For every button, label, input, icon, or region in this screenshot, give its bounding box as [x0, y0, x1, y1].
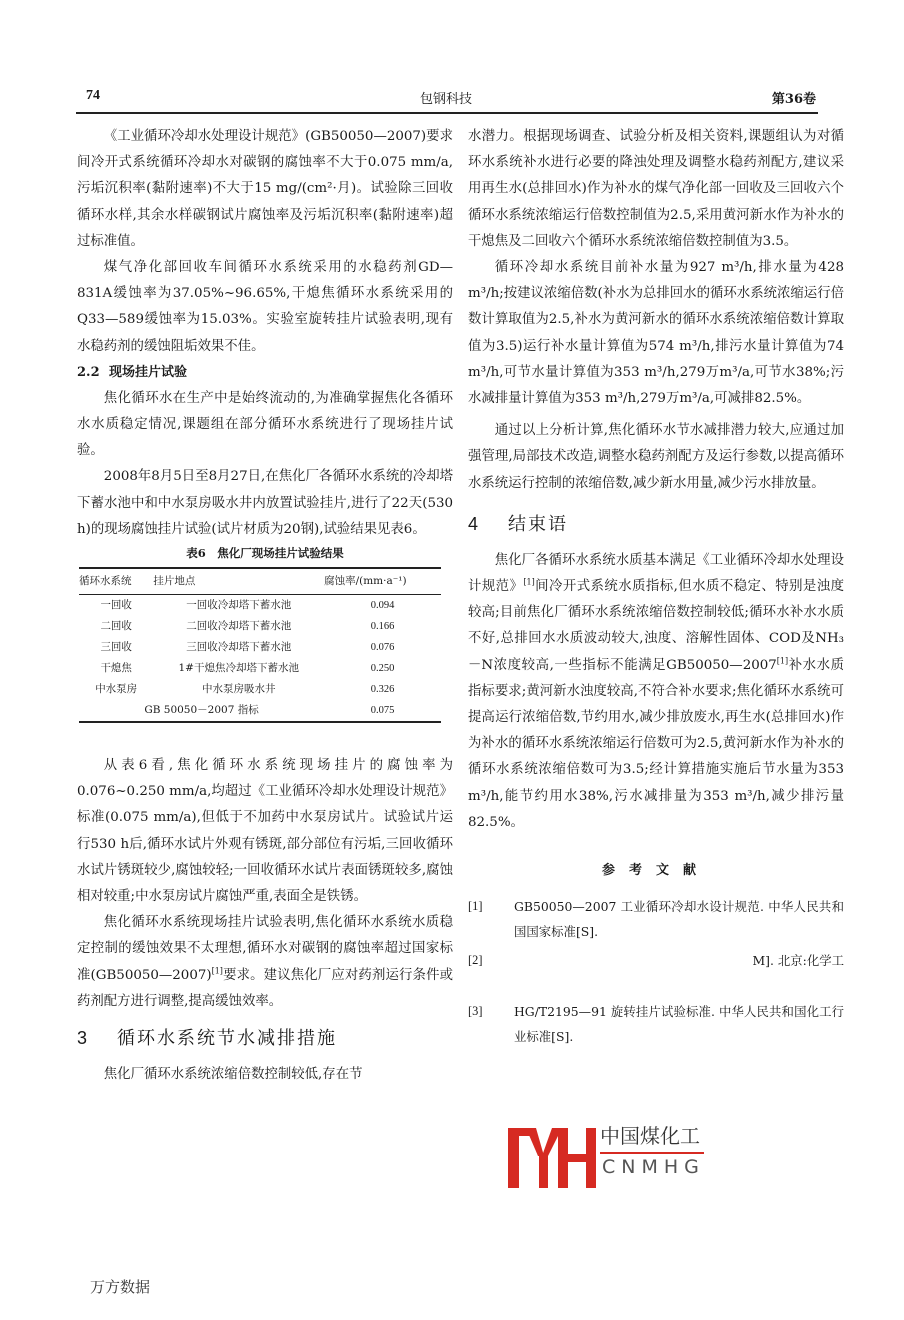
table-caption: 表6 焦化厂现场挂片试验结果 — [186, 546, 344, 561]
paragraph: 煤气净化部回收车间循环水系统采用的水稳药剂GD—831A缓蚀率为37.05%~96.65%,干熄焦循环水系统采用的Q33—589缓蚀率为15.03%。实验室旋转挂片试验表明,现有水稳药剂的缓蚀阻垢效果不佳。 — [77, 260, 453, 354]
cell-system: 三回收 — [100, 641, 132, 654]
source-footer: 万方数据 — [90, 1278, 151, 1296]
paragraph — [468, 548, 844, 836]
watermark-en-text: CNMHG — [602, 1156, 705, 1178]
column-header: 挂片地点 — [153, 575, 196, 588]
section-title: 结束语 — [508, 513, 568, 535]
reference-index: [3] — [468, 1004, 483, 1019]
cell-location: 二回收冷却塔下蓄水池 — [186, 620, 292, 633]
paragraph — [77, 910, 453, 1015]
table-row — [79, 616, 441, 637]
volume-label: 第36卷 — [771, 92, 816, 107]
paragraph-text: 焦化厂各循环水系统水质基本满足《工业循环冷却水处理设计规范》 — [468, 552, 844, 595]
header-rule — [76, 112, 818, 114]
reference-text: GB50050—2007 工业循环冷却水设计规范. 中华人民共和国国家标准[S]. — [514, 899, 844, 940]
cell-standard-value: 0.075 — [370, 705, 395, 717]
journal-name: 包钢科技 — [419, 92, 472, 107]
reference-index: [1] — [468, 899, 483, 914]
table-row — [79, 679, 441, 700]
mh-logo-icon — [508, 1128, 596, 1188]
citation-ref: [1] — [523, 577, 535, 587]
paragraph: 通过以上分析计算,焦化循环水节水减排潜力较大,应通过加强管理,局部技术改造,调整水稳药剂配方及运行参数,以提高循环水系统运行控制的浓缩倍数,减少新水用量,减少污水排放量。 — [468, 423, 844, 491]
cell-corrosion-rate: 0.166 — [370, 621, 395, 633]
paragraph-text: 焦化循环水系统现场挂片试验表明,焦化循环水系统水质稳定控制的缓蚀效果不太理想,循环水对碳钢的腐蚀率超过国家标准(GB50050—2007) — [77, 915, 453, 983]
reference-text: HG/T2195—91 旋转挂片试验标准. 中华人民共和国化工行业标准[S]. — [514, 1004, 844, 1045]
citation-ref: [1] — [776, 656, 789, 666]
citation-ref: [1] — [211, 966, 223, 976]
section-title: 现场挂片试验 — [109, 364, 188, 380]
cell-corrosion-rate: 0.250 — [370, 663, 395, 675]
left-column — [77, 124, 453, 1088]
cell-system: 干熄焦 — [100, 662, 132, 675]
cell-location: 1#干熄焦冷却塔下蓄水池 — [178, 662, 299, 675]
cell-system: 中水泵房 — [95, 683, 138, 696]
cell-system: 二回收 — [100, 620, 132, 633]
reference-text: M]. 北京:化学工 — [752, 953, 844, 969]
paragraph-text: 补水水质指标要求;黄河新水浊度较高,不符合补水要求;焦化循环水系统可提高运行浓缩倍数,节约用水,减少排放废水,再生水(总排回水)作为补水的循环水系统浓缩运行倍数可为2.5,黄河新水作为补水的循环水系统浓缩倍数可为3.5;经计算措施实施后节水量为353 m³/h,能节约用水38%,污水减排量为353 m³/h,减少排污量82.5%。 — [468, 657, 845, 830]
table-row — [79, 658, 441, 679]
column-header: 循环水系统 — [79, 575, 132, 588]
paragraph: 焦化厂循环水系统浓缩倍数控制较低,存在节 — [103, 1067, 363, 1083]
cell-standard-label: GB 50050－2007 指标 — [144, 704, 259, 717]
section-heading-2-2 — [77, 360, 453, 386]
paragraph: 《工业循环冷却水处理设计规范》(GB50050—2007)要求间冷开式系统循环冷却水对碳钢的腐蚀率不大于0.075 mm/a,污垢沉积率(黏附速率)不大于15 mg/(cm²·月)。试验除三回收循环水样,其余水样碳钢试片腐蚀率及污垢沉积率(黏附速率)超过标准值。 — [77, 129, 453, 249]
watermark-cn-text: 中国煤化工 — [600, 1124, 700, 1148]
reference-index: [2] — [468, 953, 483, 968]
table-row — [79, 595, 441, 617]
cell-location: 中水泵房吸水井 — [201, 683, 276, 696]
table-header-row — [79, 568, 441, 595]
cell-location: 三回收冷却塔下蓄水池 — [186, 641, 292, 654]
running-header — [76, 84, 816, 110]
reference-item — [468, 948, 844, 973]
paragraph-text: 间冷开式系统水质指标,但水质不稳定、特别是浊度较高;目前焦化厂循环水系统浓缩倍数控制较低;循环水补水水质不好,总排回水水质波动较大,浊度、溶解性固体、COD及NH₃－N浓度较高,一些指标不能满足GB50050—2007 — [468, 579, 844, 673]
table-standard-row — [79, 700, 441, 722]
reference-item — [468, 999, 844, 1049]
paragraph: 水潜力。根据现场调查、试验分析及相关资料,课题组认为对循环水系统补水进行必要的降浊处理及调整水稳药剂配方,建议采用再生水(总排回水)作为补水的煤气净化部一回收及三回收六个循环水系统浓缩运行倍数控制值为2.5,采用黄河新水作为补水的干熄焦及二回收六个循环水系统浓缩倍数控制值为3.5。 — [468, 129, 844, 249]
right-column — [468, 124, 844, 1049]
cell-location: 一回收冷却塔下蓄水池 — [186, 599, 292, 612]
reference-item — [468, 894, 844, 944]
paragraph: 循环冷却水系统目前补水量为927 m³/h,排水量为428 m³/h;按建议浓缩倍数(补水为总排回水的循环水系统浓缩运行倍数计算取值为2.5,补水为黄河新水的循环水系统浓缩倍数计算取值为3.5)运行补水量计算值为574 m³/h,排污水量计算值为74 m³/h,可节水量计算值为353 m³/h,279万m³/a,可节水38%;污水减排量计算值为353 m³/h,279万m³/a,可减排82.5%。 — [468, 260, 844, 407]
section-number: 2.2 — [77, 364, 100, 380]
paragraph-text: 要求。建议焦化厂应对药剂运行条件或药剂配方进行调整,提高缓蚀效率。 — [77, 967, 453, 1009]
column-header: 腐蚀率/(mm·a⁻¹) — [324, 575, 407, 588]
section-title: 循环水系统节水减排措施 — [117, 1028, 337, 1050]
references-title: 参考文献 — [601, 863, 710, 879]
section-heading-4 — [468, 509, 844, 540]
table-row — [79, 637, 441, 658]
cell-corrosion-rate: 0.076 — [370, 642, 395, 654]
cell-corrosion-rate: 0.326 — [370, 684, 395, 696]
watermark-logo — [508, 1124, 738, 1190]
paragraph: 从表6看,焦化循环水系统现场挂片的腐蚀率为0.076~0.250 mm/a,均超过《工业循环冷却水处理设计规范》标准(0.075 mm/a),但低于不加药中水泵房试片。试验试片运行530 h后,循环水试片外观有锈斑,部分部位有污垢,三回收循环水试片锈斑较少,腐蚀较轻;一回收循环水试片表面锈斑较多,腐蚀相对较重;中水泵房试片腐蚀严重,表面全是铁锈。 — [77, 758, 453, 905]
section-number: 3 — [77, 1028, 90, 1049]
watermark-underline — [600, 1152, 704, 1154]
table-6 — [79, 567, 441, 723]
page-number: 74 — [86, 88, 100, 103]
paragraph: 焦化循环水在生产中是始终流动的,为准确掌握焦化各循环水水质稳定情况,课题组在部分循环水系统进行了现场挂片试验。 — [77, 390, 453, 459]
cell-corrosion-rate: 0.094 — [370, 600, 395, 612]
paragraph: 2008年8月5日至8月27日,在焦化厂各循环水系统的冷却塔下蓄水池中和中水泵房吸水井内放置试验挂片,进行了22天(530 h)的现场腐蚀挂片试验(试片材质为20钢),试验结果见表6。 — [77, 469, 453, 537]
section-heading-3 — [77, 1023, 453, 1054]
cell-system: 一回收 — [100, 599, 132, 612]
section-number: 4 — [468, 513, 481, 534]
